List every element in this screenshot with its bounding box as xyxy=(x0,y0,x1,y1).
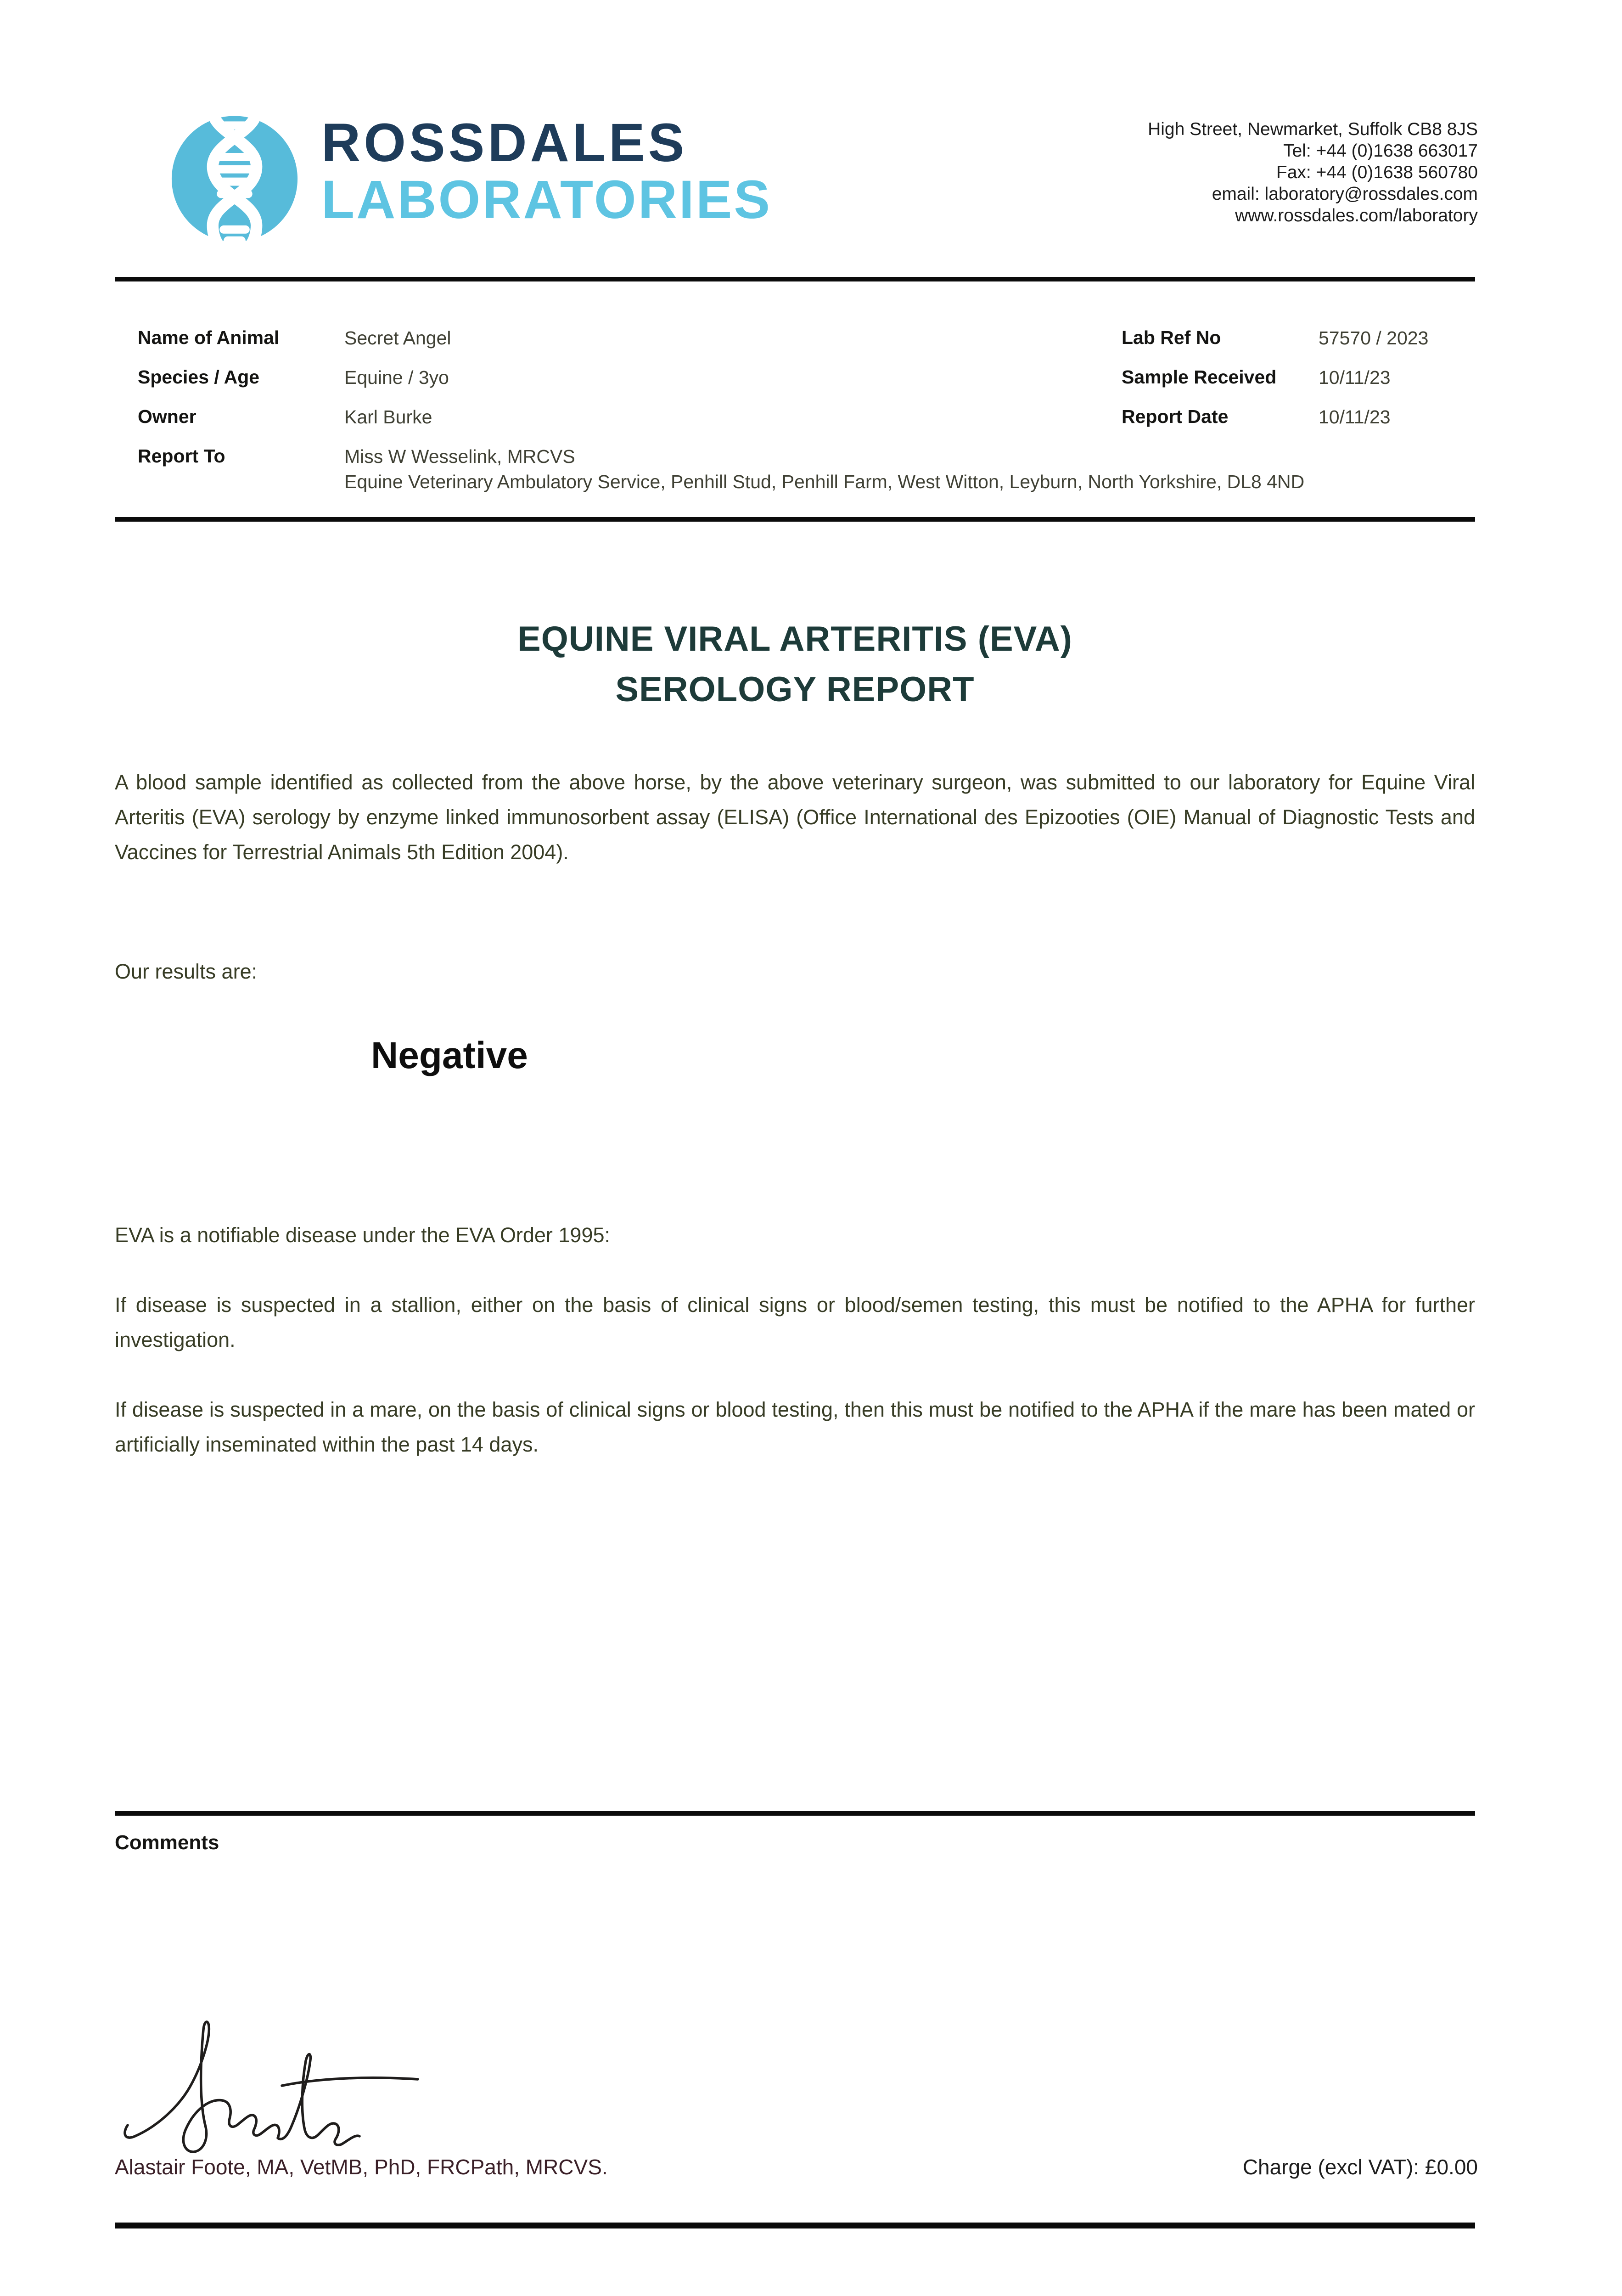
details-divider-rule xyxy=(115,517,1475,522)
phone-line: Tel: +44 (0)1638 663017 xyxy=(1283,141,1478,161)
lab-ref-value: 57570 / 2023 xyxy=(1319,327,1429,349)
lab-ref-label: Lab Ref No xyxy=(1122,327,1221,348)
sample-received-value: 10/11/23 xyxy=(1319,367,1391,388)
report-date-label: Report Date xyxy=(1122,406,1229,427)
logo-name: ROSSDALES xyxy=(321,113,688,173)
footer-bar xyxy=(115,2223,1475,2228)
owner-label: Owner xyxy=(138,406,196,427)
signature-main-stroke xyxy=(125,2022,359,2152)
name-of-animal-label: Name of Animal xyxy=(138,327,280,348)
charge-value: Charge (excl VAT): £0.00 xyxy=(1242,2155,1478,2179)
dna-helix-logo-icon xyxy=(166,113,303,254)
species-age-label: Species / Age xyxy=(138,366,260,388)
logo-division: LABORATORIES xyxy=(321,169,772,230)
results-lead-text: Our results are: xyxy=(115,960,258,983)
report-date-value: 10/11/23 xyxy=(1319,406,1391,428)
owner-value: Karl Burke xyxy=(344,406,432,428)
intro-paragraph: A blood sample identified as collected from the above horse, by the above veterinary surgeon, was submitted to our laboratory for Equine Viral Arteritis (EVA) serology by enzyme linked immunosorbent assay (ELISA) (Office International des Epizooties (OIE) Manual of Diagnostic Tests and Vaccines for Terrestrial Animals 5th Edition 2004). xyxy=(115,771,1475,864)
name-of-animal-value: Secret Angel xyxy=(344,327,451,349)
logo-wordmark xyxy=(321,113,772,230)
website-line: www.rossdales.com/laboratory xyxy=(1235,206,1478,225)
lab-address-block xyxy=(1148,118,1478,226)
comments-label: Comments xyxy=(115,1831,219,1854)
header-divider-rule xyxy=(115,277,1475,281)
report-title-line1: EQUINE VIRAL ARTERITIS (EVA) xyxy=(517,619,1072,658)
address-line: High Street, Newmarket, Suffolk CB8 8JS xyxy=(1148,119,1478,139)
sample-received-label: Sample Received xyxy=(1122,366,1277,388)
email-line: email: laboratory@rossdales.com xyxy=(1212,184,1478,204)
fax-line: Fax: +44 (0)1638 560780 xyxy=(1276,163,1478,182)
report-title-line2: SEROLOGY REPORT xyxy=(615,670,975,709)
comments-divider-rule xyxy=(115,1811,1475,1816)
report-to-name: Miss W Wesselink, MRCVS xyxy=(344,446,575,467)
signatory-name: Alastair Foote, MA, VetMB, PhD, FRCPath, MRCVS. xyxy=(115,2155,608,2179)
report-to-address: Equine Veterinary Ambulatory Service, Penhill Stud, Penhill Farm, West Witton, Leyburn, North Yorkshire, DL8 4ND xyxy=(344,471,1305,492)
result-value: Negative xyxy=(371,1035,528,1076)
mare-note-paragraph: If disease is suspected in a mare, on the basis of clinical signs or blood testing, then this must be notified to the APHA if the mare has been mated or artificially inseminated within the past 14 days. xyxy=(115,1398,1475,1456)
stallion-note-paragraph: If disease is suspected in a stallion, either on the basis of clinical signs or blood/semen testing, this must be notified to the APHA for further investigation. xyxy=(115,1293,1475,1351)
report-to-label: Report To xyxy=(138,445,225,467)
species-age-value: Equine / 3yo xyxy=(344,367,449,388)
footer-row xyxy=(115,2155,1478,2179)
signature-image xyxy=(120,2017,432,2155)
notifiable-disease-line: EVA is a notifiable disease under the EVA Order 1995: xyxy=(115,1223,611,1247)
